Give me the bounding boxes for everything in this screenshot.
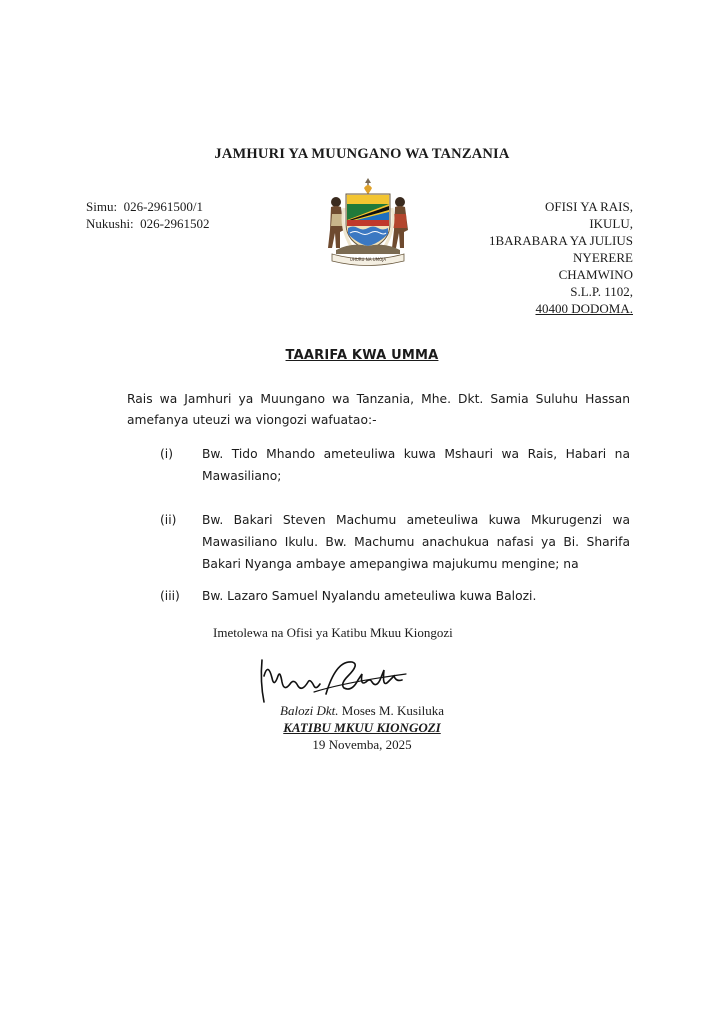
announcement-title: TAARIFA KWA UMMA	[285, 348, 439, 363]
address-line: IKULU,	[589, 216, 633, 231]
signatory-name: Moses M. Kusiluka	[341, 703, 444, 718]
item-number: (i)	[160, 447, 174, 461]
signatory-name-line	[0, 702, 724, 719]
address-line: 1BARABARA YA JULIUS	[489, 233, 633, 248]
phone-label: Simu:	[86, 199, 118, 214]
address-line: CHAMWINO	[558, 267, 633, 282]
address-line: OFISI YA RAIS,	[544, 199, 633, 214]
item-text: Bw. Tido Mhando ameteuliwa kuwa Mshauri wa Rais, Habari na Mawasiliano;	[202, 447, 630, 483]
address-line: NYERERE	[573, 250, 633, 265]
emblem-motto: UHURU NA UMOJA	[349, 257, 387, 262]
announcement-intro: Rais wa Jamhuri ya Muungano wa Tanzania, Mhe. Dkt. Samia Suluhu Hassan amefanya uteuzi wa viongozi wafuatao:-	[127, 392, 630, 427]
phone-value: 026-2961500/1	[123, 199, 204, 214]
phone-row	[86, 198, 210, 215]
fax-row	[86, 215, 210, 232]
fax-label: Nukushi:	[86, 216, 134, 231]
document-date: 19 Novemba, 2025	[312, 737, 412, 752]
signatory-block	[0, 702, 724, 753]
right-supporter	[392, 197, 408, 248]
item-number: (iii)	[160, 589, 180, 603]
address-line: S.L.P. 1102,	[570, 284, 633, 299]
issued-by: Imetolewa na Ofisi ya Katibu Mkuu Kiongozi	[213, 625, 453, 640]
address-line: 40400 DODOMA.	[535, 301, 633, 316]
contact-block	[86, 198, 210, 232]
signatory-honorific: Balozi Dkt.	[280, 703, 339, 718]
republic-title: JAMHURI YA MUUNGANO WA TANZANIA	[214, 146, 510, 162]
address-block	[489, 198, 633, 317]
coat-of-arms-icon	[322, 178, 414, 268]
left-supporter	[328, 197, 344, 248]
signatory-role: KATIBU MKUU KIONGOZI	[283, 720, 441, 735]
item-text: Bw. Bakari Steven Machumu ameteuliwa kuwa Mkurugenzi wa Mawasiliano Ikulu. Bw. Machumu anachukua nafasi ya Bi. Sharifa Bakari Nyanga ambaye amepangiwa majukumu mengine; na	[202, 513, 630, 571]
item-number: (ii)	[160, 513, 177, 527]
fax-value: 026-2961502	[140, 216, 210, 231]
item-text: Bw. Lazaro Samuel Nyalandu ameteuliwa kuwa Balozi.	[202, 589, 537, 603]
